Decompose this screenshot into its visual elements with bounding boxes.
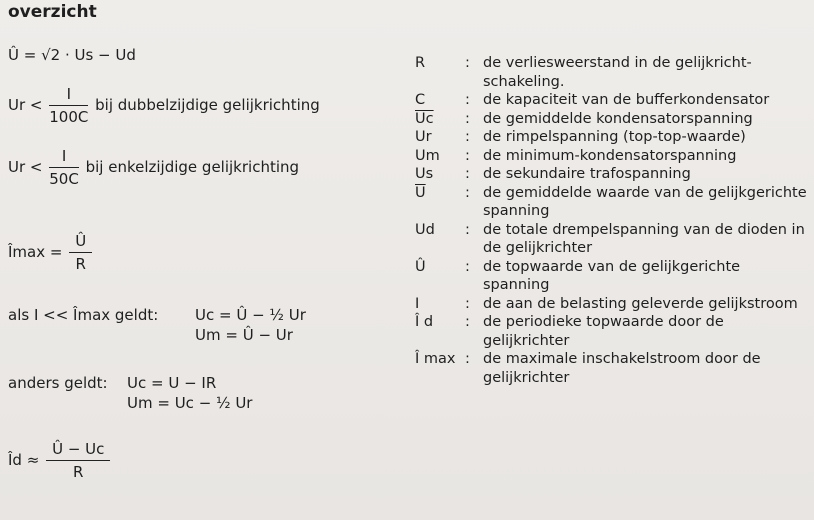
legend-description: de sekundaire trafospanning <box>483 166 691 182</box>
numerator: I <box>49 85 88 106</box>
numerator: Û <box>69 232 92 253</box>
formula-imax <box>8 232 94 273</box>
legend-symbol: C <box>415 92 426 108</box>
formula-id <box>8 440 112 481</box>
formula-case-otherwise: anders geldt: <box>8 374 108 392</box>
legend-row <box>415 54 807 91</box>
legend-separator: : <box>465 129 470 145</box>
denominator: 50C <box>49 170 79 188</box>
legend-separator: : <box>465 92 470 108</box>
denominator: R <box>73 463 84 481</box>
legend-row <box>415 221 807 258</box>
denominator: 100C <box>49 108 89 126</box>
formula-peak-voltage: Û = √2 · Us − Ud <box>8 46 136 64</box>
legend-description: de minimum-kondensatorspanning <box>483 147 737 164</box>
fraction <box>49 85 88 126</box>
legend-symbol: Um <box>415 147 440 164</box>
legend-row <box>415 110 807 129</box>
legend-description: de verliesweerstand in de gelijkricht-schakeling. <box>483 55 752 90</box>
legend-row <box>415 128 807 147</box>
legend-row <box>415 350 807 387</box>
formula-lhs: Ur < <box>8 96 43 114</box>
legend-symbol: Î d <box>415 314 434 330</box>
formula-case-otherwise-uc: Uc = U − IR <box>127 374 217 392</box>
legend-row <box>415 313 807 350</box>
formula-case-otherwise-um: Um = Uc − ½ Ur <box>127 394 253 412</box>
formula-case-small-uc: Uc = Û − ½ Ur <box>195 306 306 324</box>
denominator: R <box>75 255 86 273</box>
legend-description: de aan de belasting geleverde gelijkstroom <box>483 295 798 312</box>
formula-lhs: Îmax = <box>8 243 63 261</box>
formula-ripple-single <box>8 147 299 188</box>
fraction <box>46 440 110 481</box>
legend-separator: : <box>465 55 470 71</box>
symbol-legend <box>415 54 807 387</box>
numerator: Û − Uc <box>46 440 110 461</box>
formula-lhs: Îd ≈ <box>8 451 40 469</box>
legend-row <box>415 295 807 314</box>
legend-separator: : <box>465 314 470 330</box>
legend-row <box>415 147 807 166</box>
legend-row <box>415 184 807 221</box>
formula-ripple-double <box>8 85 320 126</box>
fraction <box>49 147 79 188</box>
formula-case-small-um: Um = Û − Ur <box>195 326 293 344</box>
legend-description: de gemiddelde waarde van de gelijkgerichte spanning <box>483 184 807 219</box>
legend-symbol: Ur <box>415 129 432 145</box>
legend-description: de kapaciteit van de bufferkondensator <box>483 92 770 108</box>
page-title: overzicht <box>8 2 97 22</box>
legend-symbol: $\overline{U}$ <box>415 184 426 201</box>
formula-lhs: Ur < <box>8 158 43 176</box>
legend-separator: : <box>465 221 470 238</box>
legend-separator: : <box>465 295 470 312</box>
legend-separator: : <box>465 166 470 182</box>
legend-description: de rimpelspanning (top-top-waarde) <box>483 129 746 145</box>
legend-separator: : <box>465 110 470 127</box>
numerator: I <box>49 147 79 168</box>
legend-symbol: Û <box>415 258 426 275</box>
legend-symbol: Ud <box>415 221 435 238</box>
legend-symbol: Î max <box>415 351 456 367</box>
legend-separator: : <box>465 147 470 164</box>
legend-symbol: $\overline{Uc}$ <box>415 110 434 127</box>
fraction <box>69 232 92 273</box>
formula-note: bij enkelzijdige gelijkrichting <box>85 158 300 176</box>
legend-separator: : <box>465 351 470 367</box>
formula-note: bij dubbelzijdige gelijkrichting <box>95 96 320 114</box>
legend-symbol: R <box>415 55 426 71</box>
legend-separator: : <box>465 258 470 275</box>
legend-row <box>415 258 807 295</box>
legend-description: de topwaarde van de gelijkgerichte spanning <box>483 258 741 293</box>
legend-symbol: Us <box>415 166 434 182</box>
legend-description: de gemiddelde kondensatorspanning <box>483 110 753 127</box>
legend-row <box>415 165 807 184</box>
legend-separator: : <box>465 184 470 201</box>
legend-description: de totale drempelspanning van de dioden in de gelijkrichter <box>483 221 805 256</box>
legend-description: de periodieke topwaarde door de gelijkrichter <box>483 314 724 349</box>
legend-row <box>415 91 807 110</box>
legend-description: de maximale inschakelstroom door de gelijkrichter <box>483 351 761 386</box>
formula-case-small-current: als I << Îmax geldt: <box>8 306 159 324</box>
legend-symbol: I <box>415 295 420 312</box>
